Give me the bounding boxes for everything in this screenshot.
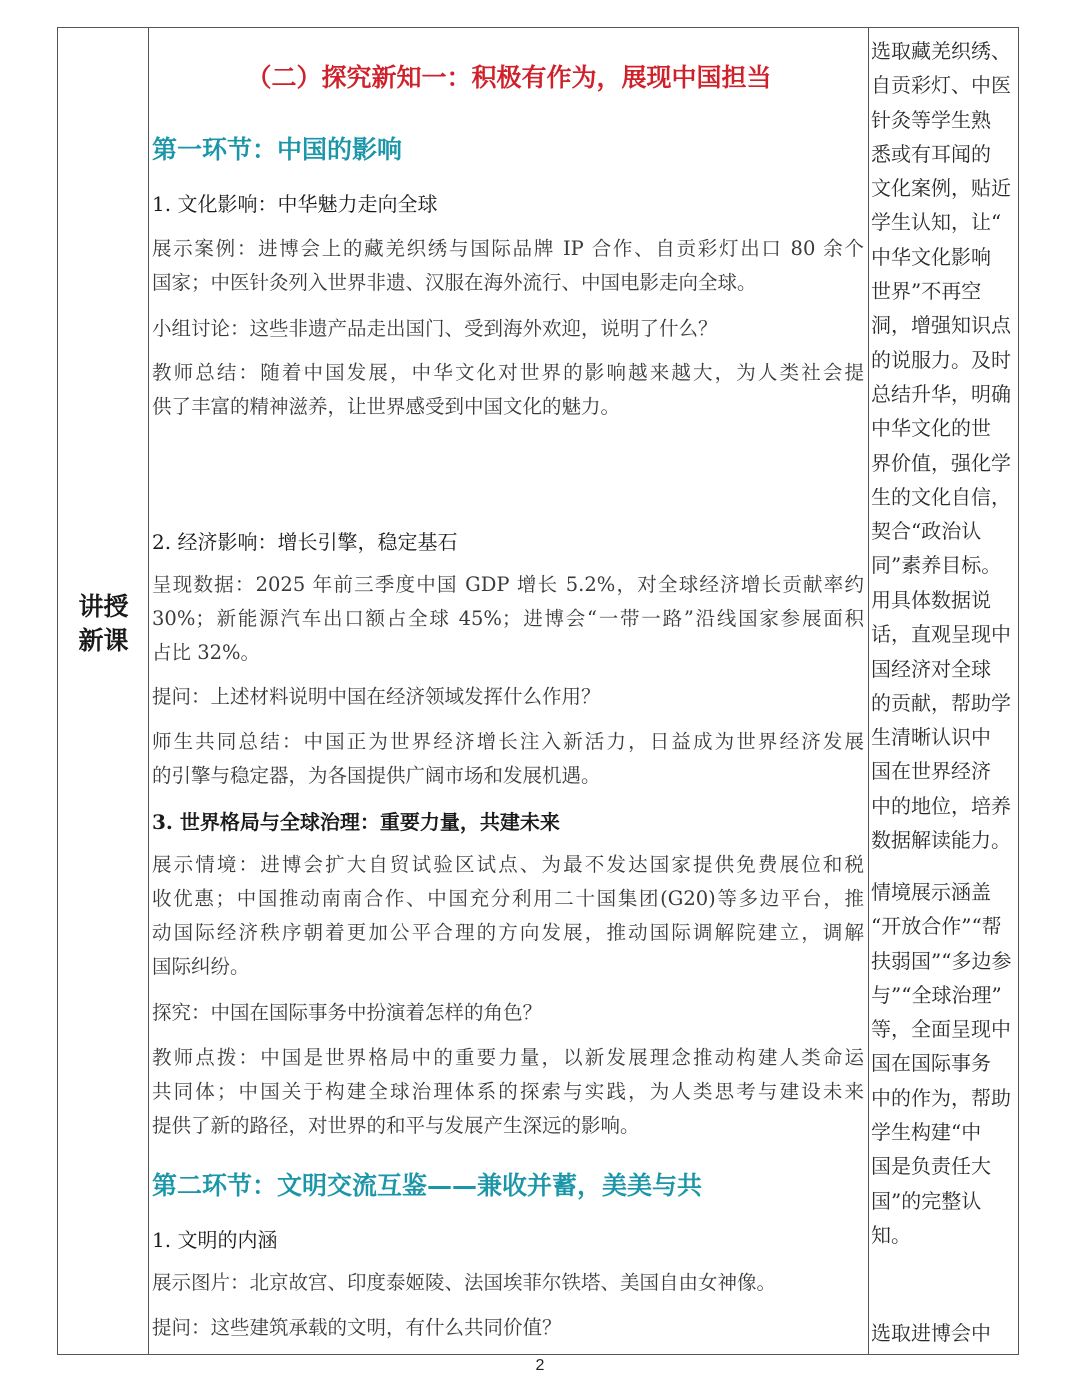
text-line: 占比 32%。 — [152, 641, 261, 664]
part-title: （二）探究新知一：积极有作为，展现中国担当 — [246, 63, 772, 92]
text-line: 提供了新的路径，对世界的和平与发展产生深远的影响。 — [152, 1114, 640, 1137]
governance-inquiry: 探究：中国在国际事务中扮演着怎样的角色？ — [152, 1001, 543, 1024]
design-note-economy: 用具体数据说 话，直观呈现中 国经济对全球 的贡献，帮助学 生清晰认识中 国在世界经济 中的地位，培养 数据解读能力。 — [871, 588, 1011, 853]
text-line: 教师点拨：中国是世界格局中的重要力量，以新发展理念推动构建人类命运 — [152, 1046, 864, 1069]
text-line: 国际纠纷。 — [152, 955, 250, 978]
economy-data-paragraph — [152, 568, 864, 670]
text-line: 30%；新能源汽车出口额占全球 45%；进博会“一带一路”沿线国家参展面积 — [152, 607, 864, 630]
culture-discussion: 小组讨论：这些非遗产品走出国门、受到海外欢迎，说明了什么？ — [152, 317, 718, 340]
text-line: 国家；中医针灸列入世界非遗、汉服在海外流行、中国电影走向全球。 — [152, 271, 757, 294]
connotation-pictures: 展示图片：北京故宫、印度泰姬陵、法国埃菲尔铁塔、美国自由女神像。 — [152, 1271, 777, 1294]
stage-column — [58, 28, 149, 1354]
content-column — [149, 28, 869, 1354]
text-line: 共同体；中国关于构建全球治理体系的探索与实践，为人类思考与建设未来 — [152, 1080, 864, 1103]
text-line: 收优惠；中国推动南南合作、中国充分利用二十国集团(G20)等多边平台，推 — [152, 887, 864, 910]
design-notes-column — [869, 28, 1017, 1354]
culture-summary-paragraph — [152, 356, 864, 424]
economy-summary-paragraph — [152, 725, 864, 793]
design-note-governance: 情境展示涵盖 “开放合作”“帮 扶弱国”“多边参 与”“全球治理” 等，全面呈现中 国在国际事务 中的作为，帮助 学生构建“中 国是负责任大 国”的完整认 知。 — [871, 880, 1012, 1247]
text-line: 展示案例：进博会上的藏羌织绣与国际品牌 IP 合作、自贡彩灯出口 80 余个 — [152, 237, 864, 260]
economy-title: 2. 经济影响：增长引擎，稳定基石 — [152, 530, 458, 554]
stage2-heading: 第二环节：文明交流互鉴——兼收并蓄，美美与共 — [152, 1171, 703, 1200]
section-label: 讲授 新课 — [78, 592, 129, 655]
governance-scene-paragraph — [152, 848, 864, 984]
text-line: 供了丰富的精神滋养，让世界感受到中国文化的魅力。 — [152, 395, 621, 418]
text-line: 动国际经济秩序朝着更加公平合理的方向发展，推动国际调解院建立，调解 — [152, 921, 864, 944]
governance-guide-paragraph — [152, 1041, 864, 1143]
lesson-plan-table — [57, 27, 1019, 1355]
text-line: 展示情境：进博会扩大自贸试验区试点、为最不发达国家提供免费展位和税 — [152, 853, 864, 876]
connotation-question: 提问：这些建筑承载的文明，有什么共同价值？ — [152, 1316, 562, 1339]
culture-case-paragraph — [152, 232, 864, 300]
economy-question: 提问：上述材料说明中国在经济领域发挥什么作用？ — [152, 685, 601, 708]
text-line: 呈现数据：2025 年前三季度中国 GDP 增长 5.2%，对全球经济增长贡献率约 — [152, 573, 864, 596]
design-note-expo: 选取进博会中 — [871, 1321, 991, 1345]
stage1-heading: 第一环节：中国的影响 — [152, 135, 403, 164]
page-number: 2 — [535, 1357, 545, 1374]
text-line: 师生共同总结：中国正为世界经济增长注入新活力，日益成为世界经济发展 — [152, 730, 864, 753]
design-note-culture: 选取藏羌织绣、 自贡彩灯、中医 针灸等学生熟 悉或有耳闻的 文化案例，贴近 学生认知，让“ 中华文化影响 世界”不再空 洞，增强知识点 的说服力。及时 总结升华，明确 中华文化的世 界价值，强化学 生的文化自信， 契合“政治认 同”素养目标。 — [871, 39, 1011, 578]
text-line: 教师总结：随着中国发展，中华文化对世界的影响越来越大，为人类社会提 — [152, 361, 864, 384]
culture-title: 1. 文化影响：中华魅力走向全球 — [152, 192, 438, 216]
connotation-title: 1. 文明的内涵 — [152, 1228, 278, 1252]
governance-title: 3. 世界格局与全球治理：重要力量，共建未来 — [152, 810, 560, 834]
text-line: 的引擎与稳定器，为各国提供广阔市场和发展机遇。 — [152, 764, 601, 787]
